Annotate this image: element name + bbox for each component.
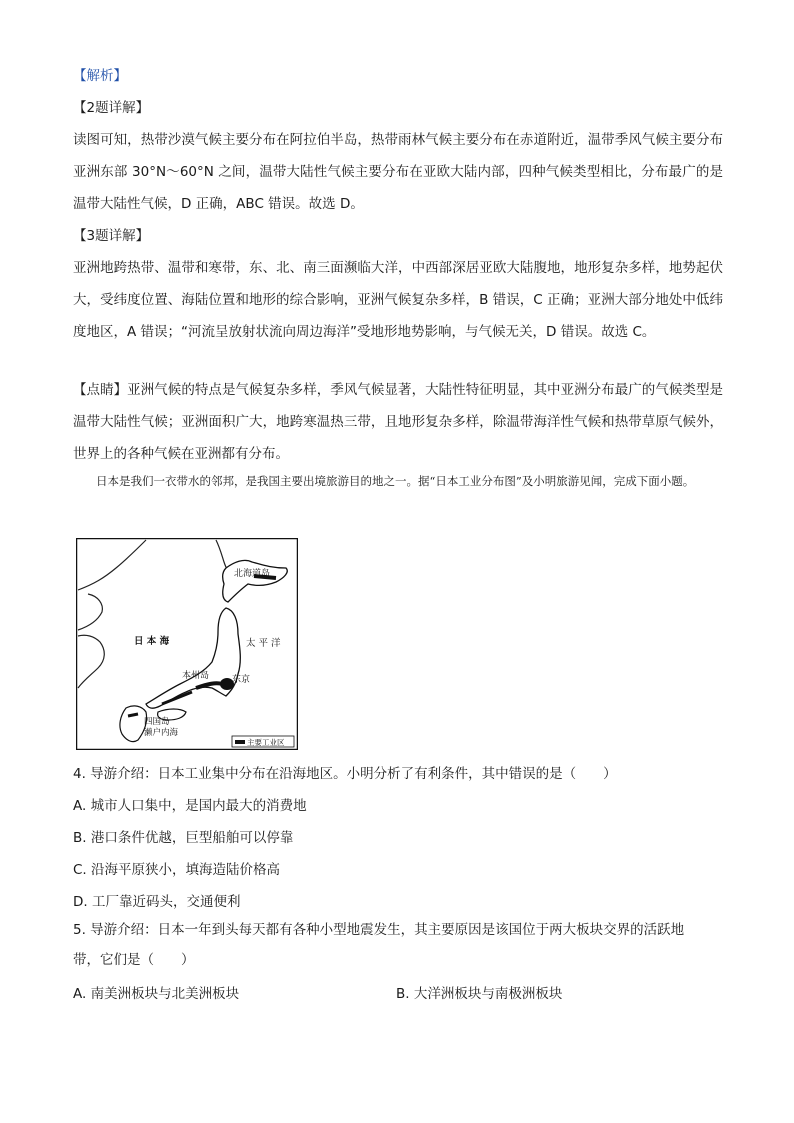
question-4-option-b: B. 港口条件优越，巨型船舶可以停靠 [73,830,294,846]
label-hokkaido: 北海道岛 [234,569,271,579]
question-4-option-c: C. 沿海平原狭小，填海造陆价格高 [73,862,281,878]
question-4-option-a: A. 城市人口集中，是国内最大的消费地 [73,798,307,814]
tip-paragraph [73,374,723,470]
question-5-option-b: B. 大洋洲板块与南极洲板块 [396,986,563,1002]
q2-detail-text: 读图可知，热带沙漠气候主要分布在阿拉伯半岛，热带雨林气候主要分布在赤道附近，温带季风气候主要分布亚洲东部 30°N～60°N 之间，温带大陆性气候主要分布在亚欧大陆内部，四种气候类型相比，分布最广的是温带大陆性气候，D 正确，ABC 错误。故选 D。 [73,132,723,212]
label-shikoku: 四国岛 [144,717,170,727]
label-tokyo: 东京 [232,675,251,685]
legend-label: 主要工业区 [247,738,285,747]
question-5-option-a: A. 南美洲板块与北美洲板块 [73,986,240,1002]
legend-swatch [235,740,245,744]
label-sea-of-japan: 日 本 海 [134,636,170,647]
analysis-heading: 【解析】 [73,68,127,84]
label-inland-sea: 濑户内海 [144,728,179,738]
tip-text: 亚洲气候的特点是气候复杂多样，季风气候显著，大陆性特征明显，其中亚洲分布最广的气候类型是温带大陆性气候；亚洲面积广大，地跨寒温热三带，且地形复杂多样，除温带海洋性气候和热带草原气候外，世界上的各种气候在亚洲都有分布。 [73,382,724,462]
q3-detail-heading: 【3题详解】 [73,228,150,244]
question-4-option-d: D. 工厂靠近码头，交通便利 [73,894,241,910]
question-4-stem: 4. 导游介绍：日本工业集中分布在沿海地区。小明分析了有利条件，其中错误的是（ ） [73,766,617,782]
label-pacific: 太 平 洋 [246,638,281,649]
kitakyushu-industry-zone [128,714,138,716]
japan-industry-map [76,538,298,750]
label-honshu: 本州岛 [182,671,210,681]
q3-detail-text: 亚洲地跨热带、温带和寒带，东、北、南三面濒临大洋，中西部深居亚欧大陆腹地，地形复杂多样，地势起伏大，受纬度位置、海陆位置和地形的综合影响，亚洲气候复杂多样，B 错误，C 正确；亚洲大部分地处中低纬度地区，A 错误；“河流呈放射状流向周边海洋”受地形地势影响，与气候无关，D 错误。故选 C。 [73,260,723,340]
material-intro: 日本是我们一衣带水的邻邦，是我国主要出境旅游目的地之一。据“日本工业分布图”及小明旅游见闻，完成下面小题。 [96,474,695,488]
q2-detail-heading: 【2题详解】 [73,100,150,116]
question-5-stem-line-1: 5. 导游介绍：日本一年到头每天都有各种小型地震发生，其主要原因是该国位于两大板块交界的活跃地 [73,922,685,938]
question-5-stem-line-2: 带，它们是（ ） [73,952,195,968]
tip-heading: 【点睛】 [73,382,128,398]
